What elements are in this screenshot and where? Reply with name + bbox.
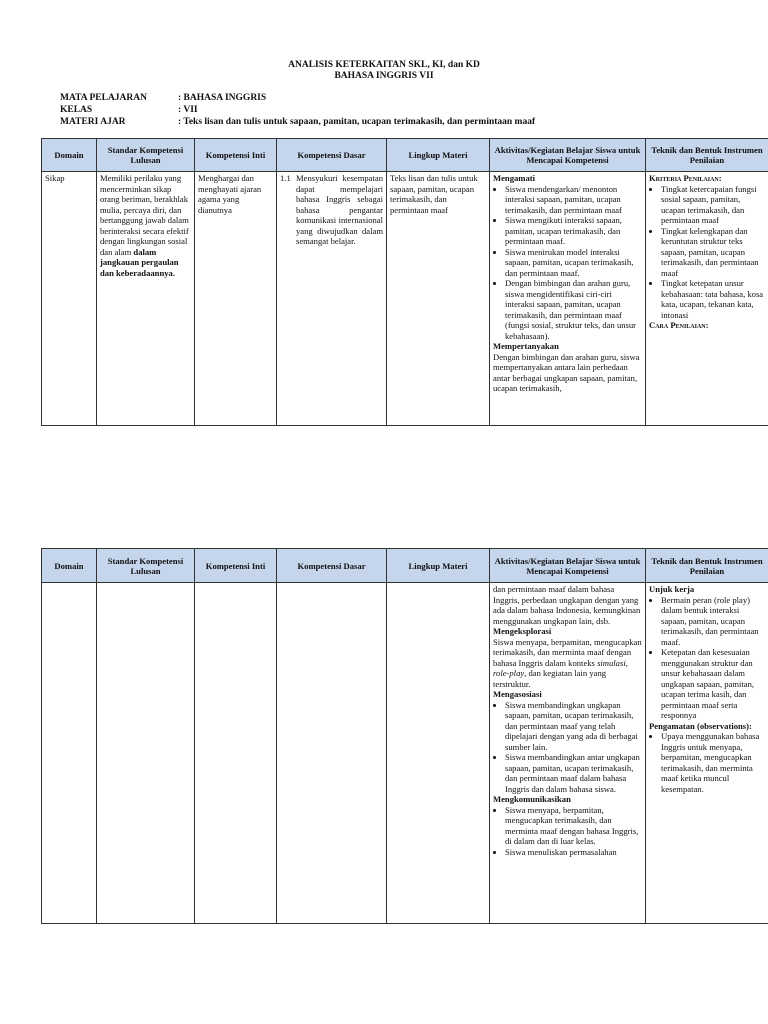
cell-domain bbox=[42, 583, 97, 924]
list-item: • Dengan bimbingan dan arahan guru, siswa mengidentifikasi ciri-ciri interaksi sapaan, pamitan, ucapan terimakasih, dan permintaan maaf (fungsi sosial, struktur teks, dan unsur kebahasaan). bbox=[505, 278, 642, 341]
analysis-table-page1 bbox=[41, 138, 768, 426]
list-pengamatan bbox=[649, 731, 765, 794]
text-part: , dan kegiatan lain yang terstruktur. bbox=[493, 668, 607, 689]
cell-kd bbox=[277, 172, 387, 426]
list-item: • Siswa menyapa, berpamitan, mengucapkan terimakasih, dan merminta maaf dengan bahasa Inggris, di dalam dan di luar kelas. bbox=[505, 805, 642, 847]
doc-title: ANALISIS KETERKAITAN SKL, KI, dan KD bbox=[288, 60, 480, 70]
cell-teknik bbox=[646, 583, 768, 924]
cell-ki: Menghargai dan menghayati ajaran agama yang dianutnya bbox=[195, 172, 277, 426]
text-mengeksplorasi bbox=[493, 637, 642, 690]
meta-value: : VII bbox=[178, 105, 198, 115]
heading-mempertanyakan: Mempertanyakan bbox=[493, 341, 559, 351]
col-teknik: Teknik dan Bentuk Instrumen Penilaian bbox=[646, 139, 768, 172]
list-item: • Siswa mendengarkan/ menonton interaksi sapaan, pamitan, ucapan terimakasih, dan permintaan maaf bbox=[505, 184, 642, 216]
text-continued: dan permintaan maaf dalam bahasa Inggris, perbedaan ungkapan dengan yang ada dalam bahasa Indonesia, kemungkinan menggunakan ungkapan lain, dsb. bbox=[493, 584, 641, 626]
col-kd: Kompetensi Dasar bbox=[277, 549, 387, 583]
meta-label: KELAS bbox=[60, 105, 93, 115]
kd-number: 1.1 bbox=[280, 173, 291, 183]
col-teknik: Teknik dan Bentuk Instrumen Penilaian bbox=[646, 549, 768, 583]
list-unjuk-kerja bbox=[649, 595, 765, 721]
table-row bbox=[42, 172, 768, 426]
cell-aktivitas bbox=[490, 583, 646, 924]
skl-text: Memiliki perilaku yang mencerminkan sikap orang beriman, berakhlak mulia, percaya diri, dan bertanggung jawab dalam berinteraksi secara efektif dengan lingkungan sosial dan alam bbox=[100, 173, 189, 257]
col-domain: Domain bbox=[42, 139, 97, 172]
heading-mengamati: Mengamati bbox=[493, 173, 536, 183]
cell-kd bbox=[277, 583, 387, 924]
cell-domain: Sikap bbox=[42, 172, 97, 426]
text-italic: simulasi, role-play bbox=[493, 657, 628, 678]
heading-unjuk-kerja: Unjuk kerja bbox=[649, 584, 695, 594]
col-skl: Standar Kompetensi Lulusan bbox=[97, 549, 195, 583]
heading-kriteria: Kriteria Penilaian: bbox=[649, 173, 722, 183]
cell-aktivitas bbox=[490, 172, 646, 426]
text-part: Siswa menyapa, berpamitan, mengucapkan terimakasih, dan merminta maaf dengan bahasa Inggris dalam konteks bbox=[493, 636, 642, 668]
list-mengkomunikasikan bbox=[493, 805, 642, 858]
cell-teknik bbox=[646, 172, 768, 426]
col-ki: Kompetensi Inti bbox=[195, 549, 277, 583]
skl-bold-text: dalam jangkauan pergaulan dan keberadaannya. bbox=[100, 246, 179, 278]
list-item: • Siswa menirukan model interaksi sapaan, pamitan, ucapan terimakasih, dan permintaan maaf. bbox=[505, 247, 642, 279]
list-item: • Ketepatan dan kesesuaian menggunakan struktur dan unsur kebahasaan dalam ungkapan sapaan, pamitan, ucapan terima kasih, dan permintaan maaf serta responnya bbox=[661, 647, 765, 721]
col-materi: Lingkup Materi bbox=[387, 139, 490, 172]
list-kriteria bbox=[649, 184, 765, 321]
cell-ki bbox=[195, 583, 277, 924]
meta-value: : Teks lisan dan tulis untuk sapaan, pamitan, ucapan terimakasih, dan permintaan maaf bbox=[178, 117, 536, 127]
list-item: • Siswa menuliskan permasalahan bbox=[505, 847, 642, 858]
table-header-row bbox=[42, 549, 768, 583]
list-item: • Bermain peran (role play) dalam bentuk interaksi sapaan, pamitan, ucapan terimakasih, dan permintaan maaf. bbox=[661, 595, 765, 648]
analysis-table-page2 bbox=[41, 548, 768, 924]
col-materi: Lingkup Materi bbox=[387, 549, 490, 583]
heading-mengeksplorasi: Mengeksplorasi bbox=[493, 626, 552, 636]
meta-value: : BAHASA INGGRIS bbox=[178, 93, 267, 103]
meta-subject bbox=[60, 93, 266, 103]
list-item: • Upaya menggunakan bahasa Inggris untuk menyapa, berpamitan, mengucapkan terimakasih, dan merminta maaf ketika muncul kesempatan. bbox=[661, 731, 765, 794]
text-mempertanyakan: Dengan bimbingan dan arahan guru, siswa mempertanyakan antara lain perbedaan antar berbagai ungkapan sapaan, pamitan, ucapan terimakasih, bbox=[493, 351, 640, 393]
col-ki: Kompetensi Inti bbox=[195, 139, 277, 172]
col-aktivitas: Aktivitas/Kegiatan Belajar Siswa untuk Mencapai Kompetensi bbox=[490, 549, 646, 583]
heading-mengkomunikasikan: Mengkomunikasikan bbox=[493, 794, 571, 804]
meta-material bbox=[60, 117, 535, 127]
heading-pengamatan: Pengamatan (observations): bbox=[649, 720, 752, 731]
list-mengasosiasi bbox=[493, 700, 642, 795]
list-item: • Tingkat ketercapaian fungsi sosial sapaan, pamitan, ucapan terimakasih, dan permintaan maaf bbox=[661, 184, 765, 226]
cell-skl bbox=[97, 583, 195, 924]
list-item: • Siswa membandingkan antar ungkapan sapaan, pamitan, ucapan terimakasih, dan permintaan maaf dalam bahasa Inggris dan dalam bahasa siswa. bbox=[505, 752, 642, 794]
list-item: • Tingkat ketepatan unsur kebahasaan: tata bahasa, kosa kata, ucapan, tekanan kata, intonasi bbox=[661, 278, 765, 320]
heading-mengasosiasi: Mengasosiasi bbox=[493, 689, 542, 699]
col-aktivitas: Aktivitas/Kegiatan Belajar Siswa untuk Mencapai Kompetensi bbox=[490, 139, 646, 172]
meta-label: MATA PELAJARAN bbox=[60, 93, 147, 103]
list-item: • Siswa membandingkan ungkapan sapaan, pamitan, ucapan terimakasih, dan permintaan maaf yang telah dipelajari dengan yang ada di berbagai sumber lain. bbox=[505, 700, 642, 753]
table-header-row bbox=[42, 139, 768, 172]
list-mengamati bbox=[493, 184, 642, 342]
heading-cara-penilaian: Cara Penilaian: bbox=[649, 320, 709, 330]
list-item: • Tingkat kelengkapan dan keruntutan struktur teks sapaan, pamitan, ucapan terimakasih, dan permintaan maaf bbox=[661, 226, 765, 279]
meta-label: MATERI AJAR bbox=[60, 117, 126, 127]
list-item: • Siswa mengikuti interaksi sapaan, pamitan, ucapan terimakasih, dan permintaan maaf. bbox=[505, 215, 642, 247]
cell-materi bbox=[387, 583, 490, 924]
meta-class bbox=[60, 105, 198, 115]
doc-subtitle: BAHASA INGGRIS VII bbox=[334, 71, 434, 81]
col-skl: Standar Kompetensi Lulusan bbox=[97, 139, 195, 172]
cell-materi: Teks lisan dan tulis untuk sapaan, pamitan, ucapan terimakasih, dan permintaan maaf bbox=[387, 172, 490, 426]
table-row bbox=[42, 583, 768, 924]
cell-skl bbox=[97, 172, 195, 426]
col-domain: Domain bbox=[42, 549, 97, 583]
kd-text: Mensyukuri kesempatan dapat mempelajari bahasa Inggris sebagai bahasa pengantar komunikasi internasional yang diwujudkan dalam semangat belajar. bbox=[296, 173, 383, 246]
col-kd: Kompetensi Dasar bbox=[277, 139, 387, 172]
